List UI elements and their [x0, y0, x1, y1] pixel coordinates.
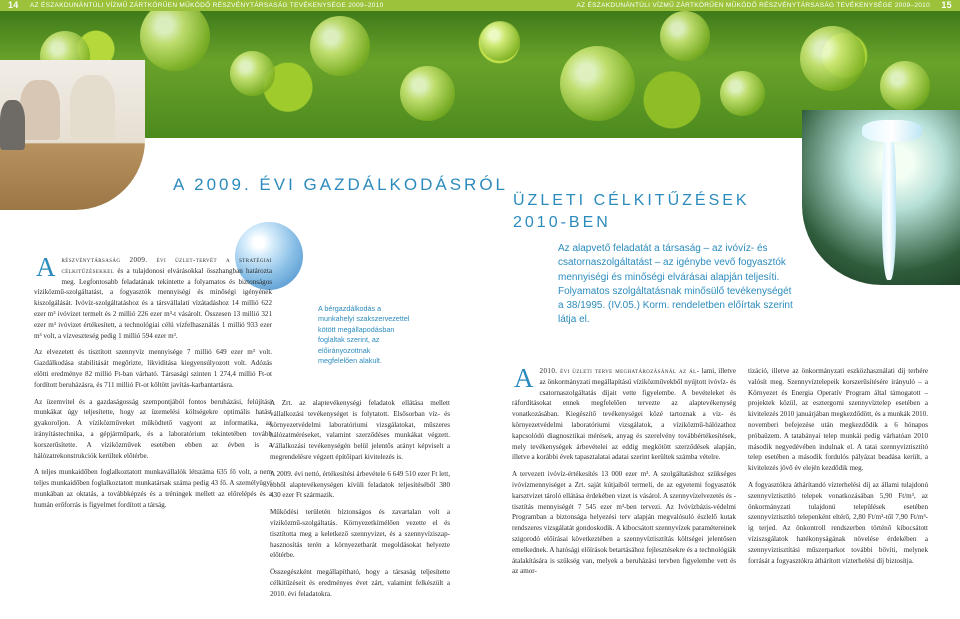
right-text-column-1	[512, 363, 736, 583]
right-dropcap: A	[514, 363, 534, 393]
right2-paragraph-1: tizáció, illetve az önkormányzati eszközhasználati díj terhére valósít meg. Szennyvíztelepeik korszerűsítésére irányuló – a Környezet és Energia Operatív Program által támogatott – projektek közül, az esztergomi szennyvíztelep esetében a kivitelezés 2010 januárjában megkezdődött, és a munkák 2010. novemberi befejezése után megkezdődik a 6 hónapos próbaüzem. A tatabányai telep munkái pedig várhatóan 2010 második negyedévében indulnak el. A tatai szennyvíztisztító telep esetében a második fordulós pályázat beadása került, a kivitelezés jövő év elején kezdődik meg.	[748, 367, 928, 473]
right-page-number: 15	[941, 0, 952, 10]
mid-paragraph-4: Összegészként megállapítható, hogy a társaság teljesítette célkitűzéseit és eredményes évet zárt, valamint felkészült a 2010. évi feladatokra.	[270, 568, 450, 598]
running-header	[0, 0, 960, 11]
mid-paragraph-3: Működési területén biztonságos és zavartalan volt a víziközmű-szolgáltatás. Környezetkímélően vezette el és tisztította meg a keletkező szennyvizet, és a szennyvíziszap-hasznosítás terén a környezetbarát megoldásokat helyezte előtérbe.	[270, 508, 450, 560]
right-paragraph-2: A tervezett ivóvíz-értékesítés 13 000 ezer m³. A szolgáltatáshoz szükséges ivóvízmennyiséget a Zrt. saját kútjaiból termeli, de az egyetemi fogyasztók karsztvizet tároló ellátása érdekében vizet is vásárol. A szennyvízelvezetés és -tisztítás mennyiségét 7 545 ezer m³-ben tervezi. Az Ivóvízbázis-védelmi Programban a biztonsága helyezési terv alapján megvalósuló észlelő kutak rendszeres vizsgálatát gondoskodik. A kibocsátott szennyvízek paramétereinek szigorodó előírásai következtében a szennyvíztisztítás költségei jelentősen emelkednek. A hatósági előírások betartásához fejlesztésekre és a technológiák átalakítására is szükség van, melyek a beruházási tervben figyelembe vett és az amor-	[512, 470, 736, 576]
lead-paragraph: Az alapvető feladatát a társaság – az ivóvíz- és csatornaszolgáltatást – az igénybe vevő fogyasztók mennyiségi és minőségi elvárásai alapján teljesíti. Folyamatos szolgáltatásnak minősülő tevékenységét a 38/1995. (IV.05.) Korm. rendeletben előírtak szerint látja el.	[558, 243, 793, 326]
left-intro-smallcaps: részvénytársaság 2009. évi üzlet-tervét a stratégiai célkitűzésekkel	[61, 256, 272, 275]
right-paragraph-1: lami, illetve az önkormányzati megállapítású víziközművekből nyújtott ivóvíz- és csatornaszolgáltatás díjait vette figyelembe. A bevételeket és ráfordításokat ennek megfelelően tervezte az alaptevékenység vonatkozásában. Kiegészítő tevékenységei közé tartoznak a víz- és környezetvédelmi laboratóriumi vizsgálatok, a víziközmű-hálózathoz kapcsolódó diagnosztikai mérések, anyag és szerelvény továbbértékesítések, mely tevékenységek árbevételei az eddig megkötött szerződések alapján, illetve a korábbi évek tapasztalatai adatai szerint kerültek számba vételre.	[512, 367, 736, 462]
left-text-column	[34, 252, 272, 517]
right-running-title: AZ ÉSZAKDUNÁNTÚLI VÍZMŰ ZÁRTKÖRŰEN MŰKÖDŐ RÉSZVÉNYTÁRSASÁG TEVÉKENYSÉGE 2009–2010	[576, 2, 930, 9]
left-paragraph-4: A teljes munkaidőben foglalkoztatott munkavállalók létszáma 635 fő volt, a nem teljes munkaidőben foglalkoztatott munkatársak száma pedig 43 fő. A személyügyi munkában az oktatás, a továbbképzés és a tréningek mellett az előrelépés és a humán erőforrás is figyelmet fordított a társág.	[34, 468, 272, 509]
left-page-number: 14	[8, 0, 19, 10]
mid-text-column	[270, 398, 450, 606]
right2-paragraph-2: A fogyasztókra áthárítandó vízterhelési díj az állami tulajdonú szennyvíztisztító telepek vonatkozásában 5,90 Ft/m³, az önkormányzati tulajdonú települések esetében szennyvíztisztító telepenként eltérő, 2,80 Ft/m³-től 7,90 Ft/m³-ig terjed. Az önkontroll rendszerben történő kibocsátott víziszsgálatok hatékonyságának növelése érdekében a szennyvíztisztítási műszerparkot további bővíti, melynek forrását a fogyasztókra áthárított vízterhelési díj biztosítja.	[748, 480, 928, 565]
right-intro-smallcaps: 2010. évi üzleti terve meghatározásánál az ál-	[539, 367, 700, 375]
right-heading-line1: ÜZLETI CÉLKITŰZÉSEK	[513, 192, 750, 209]
right-page-heading	[513, 190, 750, 234]
meeting-photo	[0, 60, 145, 210]
left-paragraph-2: Az elvezetett és tisztított szennyvíz mennyisége 7 millió 649 ezer m³ volt. Gazdálkodása stabilitását megőrizte, likviditása kiegyensúlyozott volt. Adózás előtti eredménye 82 millió Ft-ban várható. Társasági szinten 1 274,4 millió Ft-ot fordított beruházásra, és 711 millió Ft-ot költött javítás-karbantartásra.	[34, 348, 272, 389]
side-note: A bérgazdálkodás a munkahelyi szakszervezettel kötött megállapodásban foglaltak szerint, az előirányozottnak megfelelően alakult.	[318, 304, 410, 366]
mid-paragraph-1: A Zrt. az alaptevékenységi feladatok ellátása mellett vállalkozási tevékenységet is folytatott. Elsősorban víz- és környezetvédelmi laboratóriumi vizsgálatokat, műszeres hálózatméréseket, valamint szerződéses munkákat végzett. Vállalkozási tevékenységén belül jelentős arányt képviselt a megrendelésre végzett építőipari kivitelezés is.	[270, 399, 450, 461]
left-page-heading: A 2009. ÉVI GAZDÁLKODÁSRÓL	[173, 175, 509, 194]
icicle-photo	[802, 110, 960, 285]
left-running-title: AZ ÉSZAKDUNÁNTÚLI VÍZMŰ ZÁRTKÖRŰEN MŰKÖDŐ RÉSZVÉNYTÁRSASÁG TEVÉKENYSÉGE 2009–2010	[30, 2, 384, 9]
left-paragraph-3: Az üzemvitel és a gazdaságosság szempontjából fontos beruházási, felújítási munkákat úgy teljesítette, hogy az üzemelési költségekre optimális hatást gyakoroljon. A víziközműveket működtető vagyont az informatika, az irányítástechnika, a gépjárműpark, és a laboratórium tekintetében tovább korszerűsítette. A víziközművek esetében ebben az évben is a hálózatrekonstrukciók kerültek előtérbe.	[34, 397, 272, 460]
left-dropcap: A	[36, 252, 56, 282]
right-text-column-2	[748, 366, 928, 572]
right-heading-line2: 2010-BEN	[513, 214, 611, 231]
left-paragraph-1: és a tulajdonosi elvárásokkal összhangban határozta meg. Legfontosabb feladatának tekintette a folyamatos és biztonságos víziközmű-szolgáltatást, a fogyasztók mennyiségi és minőségi igényének kiszolgálását. Ivóvíz-szolgáltatáshoz és a társvállalati vízátadáshoz 14 millió 622 ezer m³ ivóvizet termelt és 2 millió 226 ezer m³-t vásárolt. Összesen 13 millió 321 ezer m³ ivóvizet értékesített, a technológiai célú vízfelhasználás 1 millió 933 ezer m³ volt, a vízveszteség pedig 1 millió 594 ezer m³.	[34, 266, 272, 340]
mid-paragraph-2: A 2009. évi nettó, értékesítési árbevétele 6 649 510 ezer Ft lett, ebből alaptevékenységen kívüli feladatok teljesítéséből 380 430 ezer Ft származik.	[270, 469, 450, 500]
